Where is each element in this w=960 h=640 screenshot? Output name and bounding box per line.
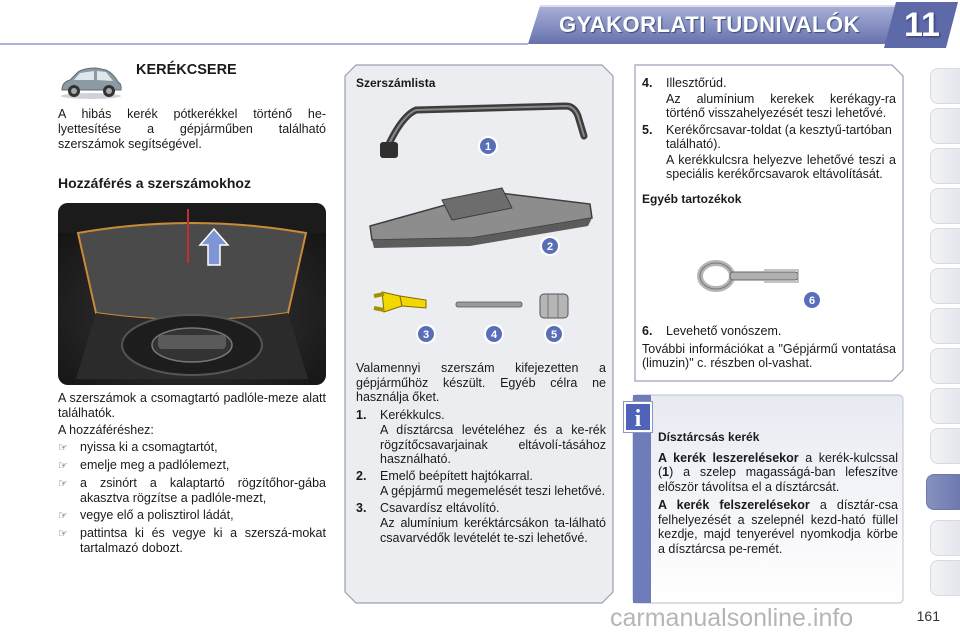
chapter-title: GYAKORLATI TUDNIVALÓK bbox=[559, 12, 860, 37]
list-item: 5. Kerékőrcsavar-toldat (a kesztyű-tartóban található). bbox=[642, 122, 892, 151]
trunk-photo bbox=[58, 203, 326, 385]
towing-eye-illustration bbox=[690, 248, 830, 312]
item-description: A gépjármű megemelését teszi lehetővé. bbox=[380, 484, 606, 498]
chapter-tab[interactable] bbox=[930, 308, 960, 344]
svg-text:4: 4 bbox=[490, 329, 498, 341]
chapter-tab[interactable] bbox=[930, 188, 960, 224]
page-number: 161 bbox=[916, 608, 940, 624]
more-info-text: További információkat a "Gépjármű vontatása (limuzin)" c. részben ol-vashat. bbox=[642, 341, 896, 370]
chapter-tab[interactable] bbox=[930, 388, 960, 424]
pointing-hand-icon: ☞ bbox=[58, 460, 68, 472]
chapter-tab[interactable] bbox=[930, 520, 960, 556]
callout-5 bbox=[545, 325, 563, 343]
callout-3 bbox=[417, 325, 435, 343]
info-title: Dísztárcsás kerék bbox=[658, 430, 760, 444]
list-item: 1. Kerékkulcs. bbox=[356, 407, 445, 422]
tools-illustration bbox=[352, 96, 608, 358]
list-item: ☞ a zsinórt a kalaptartó rögzítőhor-gába akasztva rögzítse a padlóle-mezt, bbox=[58, 476, 326, 505]
section-title: KERÉKCSERE bbox=[136, 62, 237, 78]
svg-text:3: 3 bbox=[422, 329, 430, 341]
chapter-tab[interactable] bbox=[930, 268, 960, 304]
info-paragraph-removal: A kerék leszerelésekor a kerék-kulcssal (1) a szelep magasságá-ban lefeszítve először távolítsa el a dísztárcsát. bbox=[658, 450, 898, 494]
info-icon: i bbox=[624, 402, 652, 432]
callout-4 bbox=[485, 325, 503, 343]
callout-2 bbox=[541, 237, 559, 255]
svg-text:2: 2 bbox=[546, 241, 554, 253]
list-item: ☞ pattintsa ki és vegye ki a szerszá-mokat tartalmazó dobozt. bbox=[58, 526, 326, 555]
chapter-tab[interactable] bbox=[930, 108, 960, 144]
chapter-tab[interactable] bbox=[930, 148, 960, 184]
access-lead: A hozzáféréshez: bbox=[58, 423, 154, 437]
svg-text:6: 6 bbox=[808, 295, 816, 307]
car-icon bbox=[58, 64, 124, 100]
info-text bbox=[658, 430, 898, 560]
list-item: ☞ emelje meg a padlólemezt, bbox=[58, 458, 230, 472]
other-accessories-title: Egyéb tartozékok bbox=[642, 191, 742, 206]
access-subheading: Hozzáférés a szerszámokhoz bbox=[58, 175, 251, 191]
access-instructions bbox=[58, 391, 326, 556]
list-item: 4. Illesztőrúd. bbox=[642, 76, 727, 90]
tool-list-intro: Valamennyi szerszám kifejezetten a gépjárműhöz készült. Egyéb célra ne használja őket. bbox=[356, 361, 606, 404]
pointing-hand-icon: ☞ bbox=[58, 442, 68, 454]
location-text: A szerszámok a csomagtartó padlóle-meze alatt találhatók. bbox=[58, 391, 326, 420]
chapter-tab[interactable] bbox=[930, 68, 960, 104]
chapter-tab[interactable] bbox=[930, 348, 960, 384]
callout-1 bbox=[479, 137, 497, 155]
item-description: Az alumínium kerekek kerékagy-ra történő visszahelyezését teszi lehetővé. bbox=[666, 91, 896, 120]
list-item: 3. Csavardísz eltávolító. bbox=[356, 500, 500, 515]
item-description: Az alumínium keréktárcsákon ta-lálható csavarvédők levételét te-szi lehetővé. bbox=[380, 516, 606, 545]
svg-text:5: 5 bbox=[550, 329, 558, 341]
chapter-tab[interactable] bbox=[930, 428, 960, 464]
callout-6 bbox=[803, 291, 821, 309]
watermark: carmanualsonline.info bbox=[610, 604, 854, 632]
item-description: A dísztárcsa levételéhez és a ke-rék rögzítőcsavarjainak eltávolí-tásához használható. bbox=[380, 423, 606, 466]
chapter-tab-strip bbox=[924, 62, 960, 602]
pointing-hand-icon: ☞ bbox=[58, 478, 68, 490]
towing-eye-text bbox=[642, 322, 896, 371]
chapter-tab[interactable] bbox=[930, 560, 960, 596]
header-band bbox=[0, 0, 960, 48]
tool-list-text bbox=[356, 361, 606, 545]
tool-list-continued bbox=[642, 74, 896, 206]
chapter-number-badge: 11 bbox=[904, 6, 940, 44]
pointing-hand-icon: ☞ bbox=[58, 528, 68, 540]
chapter-tab[interactable] bbox=[930, 228, 960, 264]
list-item: 6. Levehető vonószem. bbox=[642, 324, 782, 338]
svg-text:1: 1 bbox=[484, 141, 492, 153]
list-item: ☞ nyissa ki a csomagtartót, bbox=[58, 440, 218, 454]
item-description: A kerékkulcsra helyezve lehetővé teszi a speciális kerékőrcsavarok eltávolítását. bbox=[666, 152, 896, 181]
info-paragraph-fitting: A kerék felszerelésekor a dísztár-csa felhelyezését a szelepnél kezd-ható füllel kezdje, majd tenyerével nyomkodja körbe a dísztárcsa pe-remét. bbox=[658, 498, 898, 556]
intro-paragraph: A hibás kerék pótkerékkel történő he-lyettesítése a gépjárműben található szerszámok segítségével. bbox=[58, 107, 326, 151]
list-item: 2. Emelő beépített hajtókarral. bbox=[356, 468, 533, 483]
pointing-hand-icon: ☞ bbox=[58, 510, 68, 522]
tool-list-title: Szerszámlista bbox=[356, 76, 436, 90]
list-item: ☞ vegye elő a polisztirol ládát, bbox=[58, 508, 234, 522]
chapter-tab-active[interactable] bbox=[926, 474, 960, 510]
